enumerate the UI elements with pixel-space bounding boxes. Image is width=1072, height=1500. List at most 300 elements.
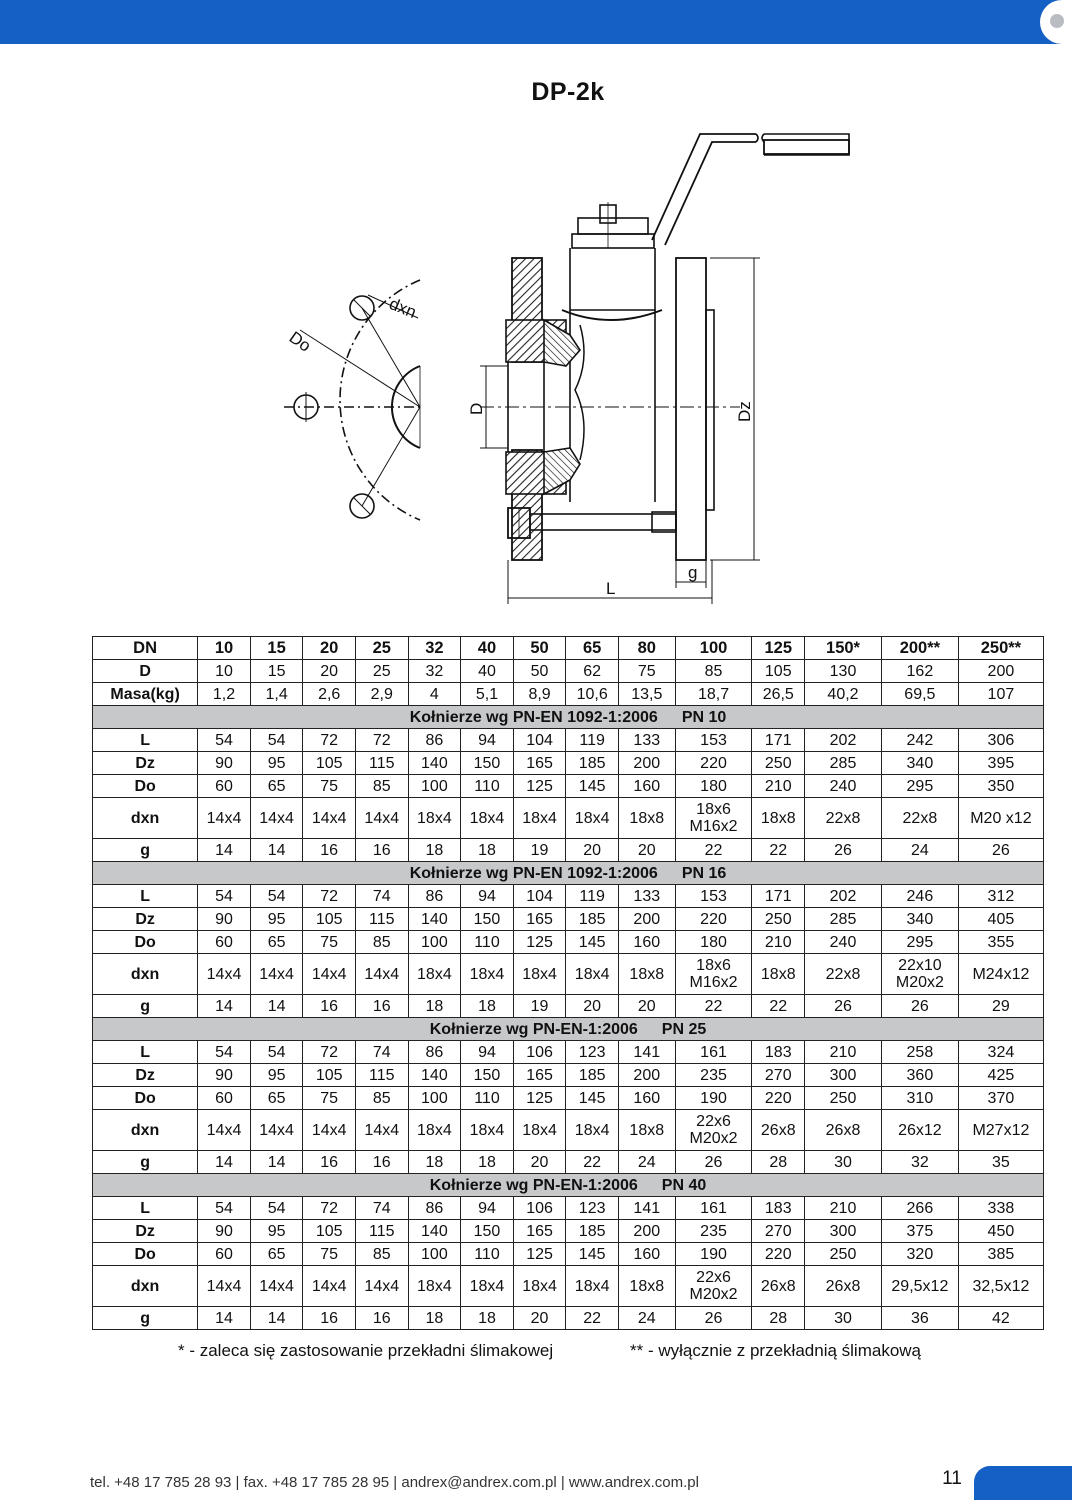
row-header: Do (93, 1087, 198, 1110)
row-header: Dz (93, 1220, 198, 1243)
table-cell: 185 (566, 1220, 619, 1243)
table-cell: 20 (618, 995, 675, 1018)
table-cell: 94 (461, 1041, 514, 1064)
row-header: dxn (93, 1110, 198, 1151)
table-cell: 32 (408, 660, 461, 683)
table-cell: 20 (618, 839, 675, 862)
table-cell: 29,5x12 (881, 1266, 958, 1307)
table-cell: 14x4 (198, 798, 251, 839)
table-row (93, 885, 1044, 908)
table-cell: 75 (618, 660, 675, 683)
table-cell: 125 (513, 931, 566, 954)
row-header: Masa(kg) (93, 683, 198, 706)
table-cell: 26 (805, 839, 882, 862)
table-cell: 22x8 (805, 798, 882, 839)
table-cell: 4 (408, 683, 461, 706)
table-row (93, 729, 1044, 752)
table-cell: 85 (355, 775, 408, 798)
cell-line-1: 22x10 (898, 957, 942, 974)
table-cell: 160 (618, 775, 675, 798)
table-cell: 150 (461, 1220, 514, 1243)
section-pressure: PN 40 (661, 1176, 707, 1194)
table-cell: 22 (675, 839, 752, 862)
table-cell: 75 (303, 1243, 356, 1266)
row-header: g (93, 839, 198, 862)
table-cell: 235 (675, 1220, 752, 1243)
table-row (93, 1243, 1044, 1266)
table-cell: 24 (618, 1307, 675, 1330)
table-cell: 100 (675, 637, 752, 660)
d-label: D (467, 402, 486, 415)
table-cell: 150 (461, 752, 514, 775)
table-cell: 125 (752, 637, 805, 660)
table-cell: 86 (408, 1041, 461, 1064)
table-cell: 20 (566, 995, 619, 1018)
table-cell: 85 (675, 660, 752, 683)
table-cell: 35 (958, 1151, 1043, 1174)
section-header-row (93, 1018, 1044, 1041)
table-cell: 28 (752, 1307, 805, 1330)
table-cell: 5,1 (461, 683, 514, 706)
table-cell: 72 (303, 885, 356, 908)
table-cell: 13,5 (618, 683, 675, 706)
table-cell: 295 (881, 775, 958, 798)
table-cell: 15 (250, 660, 303, 683)
table-cell: 18 (408, 839, 461, 862)
table-cell: 295 (881, 931, 958, 954)
table-cell: 40 (461, 660, 514, 683)
section-standard: Kołnierze wg PN-EN 1092-1:2006 (409, 864, 658, 882)
table-cell: 25 (355, 637, 408, 660)
table-cell: 140 (408, 1220, 461, 1243)
table-cell: 110 (461, 775, 514, 798)
table-cell: 26 (881, 995, 958, 1018)
footer-bar (974, 1466, 1072, 1500)
table-cell: 165 (513, 752, 566, 775)
table-cell: 145 (566, 1087, 619, 1110)
row-header: L (93, 729, 198, 752)
table-cell: 32 (408, 637, 461, 660)
table-cell (881, 954, 958, 995)
table-cell (675, 954, 752, 995)
table-cell: 140 (408, 908, 461, 931)
table-cell: 161 (675, 1197, 752, 1220)
table-cell: 86 (408, 885, 461, 908)
row-header: Dz (93, 1064, 198, 1087)
table-cell: 190 (675, 1087, 752, 1110)
table-cell: 375 (881, 1220, 958, 1243)
table-cell: 180 (675, 931, 752, 954)
table-cell: 320 (881, 1243, 958, 1266)
table-cell: 312 (958, 885, 1043, 908)
table-row (93, 954, 1044, 995)
valve-technical-drawing (280, 130, 880, 610)
table-cell: 86 (408, 729, 461, 752)
table-cell: 20 (303, 637, 356, 660)
table-cell: 150* (805, 637, 882, 660)
table-cell: 80 (618, 637, 675, 660)
table-cell: 72 (355, 729, 408, 752)
valve-handle (652, 134, 849, 245)
table-cell: 202 (805, 885, 882, 908)
table-cell: 94 (461, 885, 514, 908)
table-cell: 14 (198, 1307, 251, 1330)
table-cell: 160 (618, 931, 675, 954)
row-header: Do (93, 1243, 198, 1266)
table-cell: 220 (752, 1243, 805, 1266)
table-cell: 20 (566, 839, 619, 862)
table-cell: 16 (355, 839, 408, 862)
section-pressure: PN 16 (681, 864, 727, 882)
table-cell: 160 (618, 1087, 675, 1110)
table-cell: 65 (250, 775, 303, 798)
table-cell: 18 (408, 1151, 461, 1174)
footnote-single-star: * - zaleca się zastosowanie przekładni ślimakowej (178, 1341, 554, 1360)
table-cell: 285 (805, 752, 882, 775)
table-cell: 165 (513, 1220, 566, 1243)
page-title: DP-2k (531, 78, 605, 106)
table-cell: 60 (198, 775, 251, 798)
table-cell: 355 (958, 931, 1043, 954)
mass-row (93, 683, 1044, 706)
table-cell: 75 (303, 1087, 356, 1110)
table-cell: 162 (881, 660, 958, 683)
section-standard: Kołnierze wg PN-EN 1092-1:2006 (409, 708, 658, 726)
table-cell: 150 (461, 1064, 514, 1087)
table-cell: 22 (752, 995, 805, 1018)
table-cell: 141 (618, 1197, 675, 1220)
table-cell: 405 (958, 908, 1043, 931)
table-cell: 145 (566, 931, 619, 954)
table-cell: 65 (250, 931, 303, 954)
table-cell: 200 (618, 1220, 675, 1243)
table-cell: 190 (675, 1243, 752, 1266)
table-row (93, 995, 1044, 1018)
dimension-table (92, 636, 1044, 1330)
section-header-row (93, 862, 1044, 885)
table-cell: 22x8 (805, 954, 882, 995)
table-cell: 105 (303, 1064, 356, 1087)
table-cell: 125 (513, 1087, 566, 1110)
table-cell: 22 (752, 839, 805, 862)
table-cell: 26x8 (805, 1266, 882, 1307)
table-row (93, 931, 1044, 954)
row-header: Dz (93, 908, 198, 931)
table-cell: 72 (303, 1041, 356, 1064)
table-cell: 220 (675, 908, 752, 931)
table-cell: 210 (805, 1041, 882, 1064)
table-cell: 145 (566, 775, 619, 798)
dxn-label: dxn (386, 294, 420, 322)
table-cell: 145 (566, 1243, 619, 1266)
table-cell: 54 (250, 885, 303, 908)
table-cell: 19 (513, 995, 566, 1018)
table-cell: 22x8 (881, 798, 958, 839)
row-header: dxn (93, 954, 198, 995)
table-cell: 16 (303, 1151, 356, 1174)
table-cell: 25 (355, 660, 408, 683)
table-cell: 54 (198, 1041, 251, 1064)
table-cell: 18x4 (513, 798, 566, 839)
table-cell: 105 (303, 752, 356, 775)
table-row (93, 1151, 1044, 1174)
table-cell: 220 (752, 1087, 805, 1110)
table-cell: 250 (805, 1087, 882, 1110)
table-row (93, 1041, 1044, 1064)
table-cell: 95 (250, 752, 303, 775)
table-cell: 105 (303, 1220, 356, 1243)
section-header (93, 706, 1044, 729)
table-cell: 210 (805, 1197, 882, 1220)
table-cell: 119 (566, 729, 619, 752)
table-cell: 20 (513, 1151, 566, 1174)
table-cell: 95 (250, 1220, 303, 1243)
table-cell: 14 (250, 995, 303, 1018)
table-cell (675, 1266, 752, 1307)
table-cell: 14x4 (355, 1110, 408, 1151)
table-cell: 14x4 (303, 798, 356, 839)
table-cell: 42 (958, 1307, 1043, 1330)
row-header: dxn (93, 798, 198, 839)
table-cell: M27x12 (958, 1110, 1043, 1151)
table-cell: 14x4 (250, 1110, 303, 1151)
g-label: g (688, 563, 698, 582)
table-cell: 10 (198, 660, 251, 683)
table-cell: 2,9 (355, 683, 408, 706)
table-cell: 183 (752, 1197, 805, 1220)
table-cell: 40 (461, 637, 514, 660)
table-cell: 360 (881, 1064, 958, 1087)
table-cell: 65 (566, 637, 619, 660)
table-cell: 85 (355, 931, 408, 954)
table-cell: 65 (250, 1087, 303, 1110)
dz-label: Dz (735, 401, 754, 422)
table-cell: 14x4 (198, 1110, 251, 1151)
table-cell: 24 (618, 1151, 675, 1174)
cell-line-1: 18x6 (696, 801, 731, 818)
do-label: Do (285, 327, 315, 356)
table-cell: 110 (461, 1087, 514, 1110)
table-cell: 54 (198, 885, 251, 908)
table-cell: 26 (958, 839, 1043, 862)
table-cell: 22 (675, 995, 752, 1018)
table-cell: 125 (513, 775, 566, 798)
cell-line-2: M16x2 (689, 818, 738, 835)
table-cell: 246 (881, 885, 958, 908)
table-cell: 107 (958, 683, 1043, 706)
table-cell: 18x4 (566, 1266, 619, 1307)
table-cell: 110 (461, 931, 514, 954)
table-cell: 18x4 (461, 954, 514, 995)
table-row (93, 1064, 1044, 1087)
cell-line-2: M20x2 (895, 974, 944, 991)
table-cell: 26x8 (752, 1266, 805, 1307)
table-cell: 20 (513, 1307, 566, 1330)
table-cell: 338 (958, 1197, 1043, 1220)
table-cell: 32 (881, 1151, 958, 1174)
row-header: dxn (93, 1266, 198, 1307)
section-header (93, 1018, 1044, 1041)
table-cell: 16 (355, 1307, 408, 1330)
table-cell: 266 (881, 1197, 958, 1220)
table-cell: 30 (805, 1307, 882, 1330)
table-cell: 18x4 (513, 1110, 566, 1151)
table-cell: 26x8 (752, 1110, 805, 1151)
table-cell: 140 (408, 1064, 461, 1087)
table-cell: 1,2 (198, 683, 251, 706)
table-cell: 395 (958, 752, 1043, 775)
table-row (93, 1266, 1044, 1307)
table-cell: 153 (675, 885, 752, 908)
row-header: Do (93, 775, 198, 798)
table-cell: 340 (881, 752, 958, 775)
table-cell: 18x8 (618, 1110, 675, 1151)
table-cell: 100 (408, 1087, 461, 1110)
table-cell: 60 (198, 931, 251, 954)
table-cell: 100 (408, 931, 461, 954)
cell-line-2: M20x2 (689, 1130, 738, 1147)
table-cell: 324 (958, 1041, 1043, 1064)
table-cell: 54 (198, 1197, 251, 1220)
table-cell: 26,5 (752, 683, 805, 706)
cell-line-1: 18x6 (696, 957, 731, 974)
table-cell: 185 (566, 908, 619, 931)
valve-stem (572, 202, 654, 248)
row-header: g (93, 995, 198, 1018)
table-cell: 26x8 (805, 1110, 882, 1151)
table-cell: 16 (303, 839, 356, 862)
cell-line-2: M20x2 (689, 1286, 738, 1303)
table-cell: 90 (198, 752, 251, 775)
table-cell: 200 (618, 1064, 675, 1087)
table-cell: 258 (881, 1041, 958, 1064)
table-row (93, 1197, 1044, 1220)
table-cell: 19 (513, 839, 566, 862)
table-cell: 250 (752, 908, 805, 931)
table-cell: 165 (513, 908, 566, 931)
table-cell: 18x4 (461, 1266, 514, 1307)
table-row (93, 1220, 1044, 1243)
table-cell: 250 (805, 1243, 882, 1266)
table-cell: 300 (805, 1220, 882, 1243)
table-cell: 242 (881, 729, 958, 752)
table-cell: 18 (461, 839, 514, 862)
table-cell: 14x4 (355, 954, 408, 995)
page-number: 11 (942, 1468, 962, 1489)
cell-line-1: 22x6 (696, 1269, 731, 1286)
table-cell: 95 (250, 1064, 303, 1087)
table-cell: 14x4 (250, 1266, 303, 1307)
table-cell: 22 (566, 1151, 619, 1174)
table-cell: 123 (566, 1041, 619, 1064)
table-row (93, 1087, 1044, 1110)
table-cell: 185 (566, 752, 619, 775)
row-header: g (93, 1307, 198, 1330)
table-cell: 86 (408, 1197, 461, 1220)
table-cell: 90 (198, 908, 251, 931)
dn-row (93, 637, 1044, 660)
table-cell: 90 (198, 1220, 251, 1243)
table-cell: 125 (513, 1243, 566, 1266)
table-cell: 115 (355, 1220, 408, 1243)
l-label: L (606, 579, 616, 598)
table-cell: 20 (303, 660, 356, 683)
table-cell: 2,6 (303, 683, 356, 706)
table-cell: 200 (618, 908, 675, 931)
table-cell: 250 (752, 752, 805, 775)
table-cell: 69,5 (881, 683, 958, 706)
table-cell: 210 (752, 775, 805, 798)
table-row (93, 1307, 1044, 1330)
table-cell: 18x4 (513, 1266, 566, 1307)
table-cell: 50 (513, 637, 566, 660)
table-cell: 185 (566, 1064, 619, 1087)
table-cell: 36 (881, 1307, 958, 1330)
row-header: Dz (93, 752, 198, 775)
table-cell: 22 (566, 1307, 619, 1330)
table-cell: 15 (250, 637, 303, 660)
section-pressure: PN 25 (661, 1020, 707, 1038)
table-cell: 14x4 (303, 1266, 356, 1307)
table-cell: 16 (355, 995, 408, 1018)
table-cell: 18x4 (408, 798, 461, 839)
table-cell: 1,4 (250, 683, 303, 706)
table-cell: 240 (805, 931, 882, 954)
table-cell: 94 (461, 1197, 514, 1220)
table-cell: 95 (250, 908, 303, 931)
table-cell: 60 (198, 1087, 251, 1110)
table-cell: 14x4 (303, 1110, 356, 1151)
table-cell: 270 (752, 1064, 805, 1087)
table-cell: 18x8 (618, 1266, 675, 1307)
row-header: g (93, 1151, 198, 1174)
table-cell: 18 (408, 995, 461, 1018)
table-cell: 161 (675, 1041, 752, 1064)
table-cell: 54 (250, 1041, 303, 1064)
table-cell: 18,7 (675, 683, 752, 706)
row-header: L (93, 1041, 198, 1064)
footnote-double-star: ** - wyłącznie z przekładnią ślimakową (630, 1341, 922, 1360)
row-header: Do (93, 931, 198, 954)
table-cell: 40,2 (805, 683, 882, 706)
table-cell: 104 (513, 885, 566, 908)
table-cell: 74 (355, 885, 408, 908)
table-cell: 110 (461, 1243, 514, 1266)
table-cell: 18x4 (461, 1110, 514, 1151)
section-header (93, 1174, 1044, 1197)
table-cell: 18x4 (566, 954, 619, 995)
table-cell: 18 (461, 995, 514, 1018)
row-header: L (93, 1197, 198, 1220)
table-cell: 14x4 (250, 954, 303, 995)
table-cell: 29 (958, 995, 1043, 1018)
table-cell: 54 (250, 1197, 303, 1220)
table-cell: 72 (303, 729, 356, 752)
table-cell: 14 (198, 839, 251, 862)
table-cell: 85 (355, 1243, 408, 1266)
table-cell: 30 (805, 1151, 882, 1174)
table-cell: 14x4 (198, 954, 251, 995)
table-cell: 100 (408, 775, 461, 798)
table-cell: 24 (881, 839, 958, 862)
section-header (93, 862, 1044, 885)
table-cell: 62 (566, 660, 619, 683)
d-row (93, 660, 1044, 683)
table-cell: 60 (198, 1243, 251, 1266)
table-cell: 14x4 (303, 954, 356, 995)
table-cell: 370 (958, 1087, 1043, 1110)
table-cell: 26x12 (881, 1110, 958, 1151)
